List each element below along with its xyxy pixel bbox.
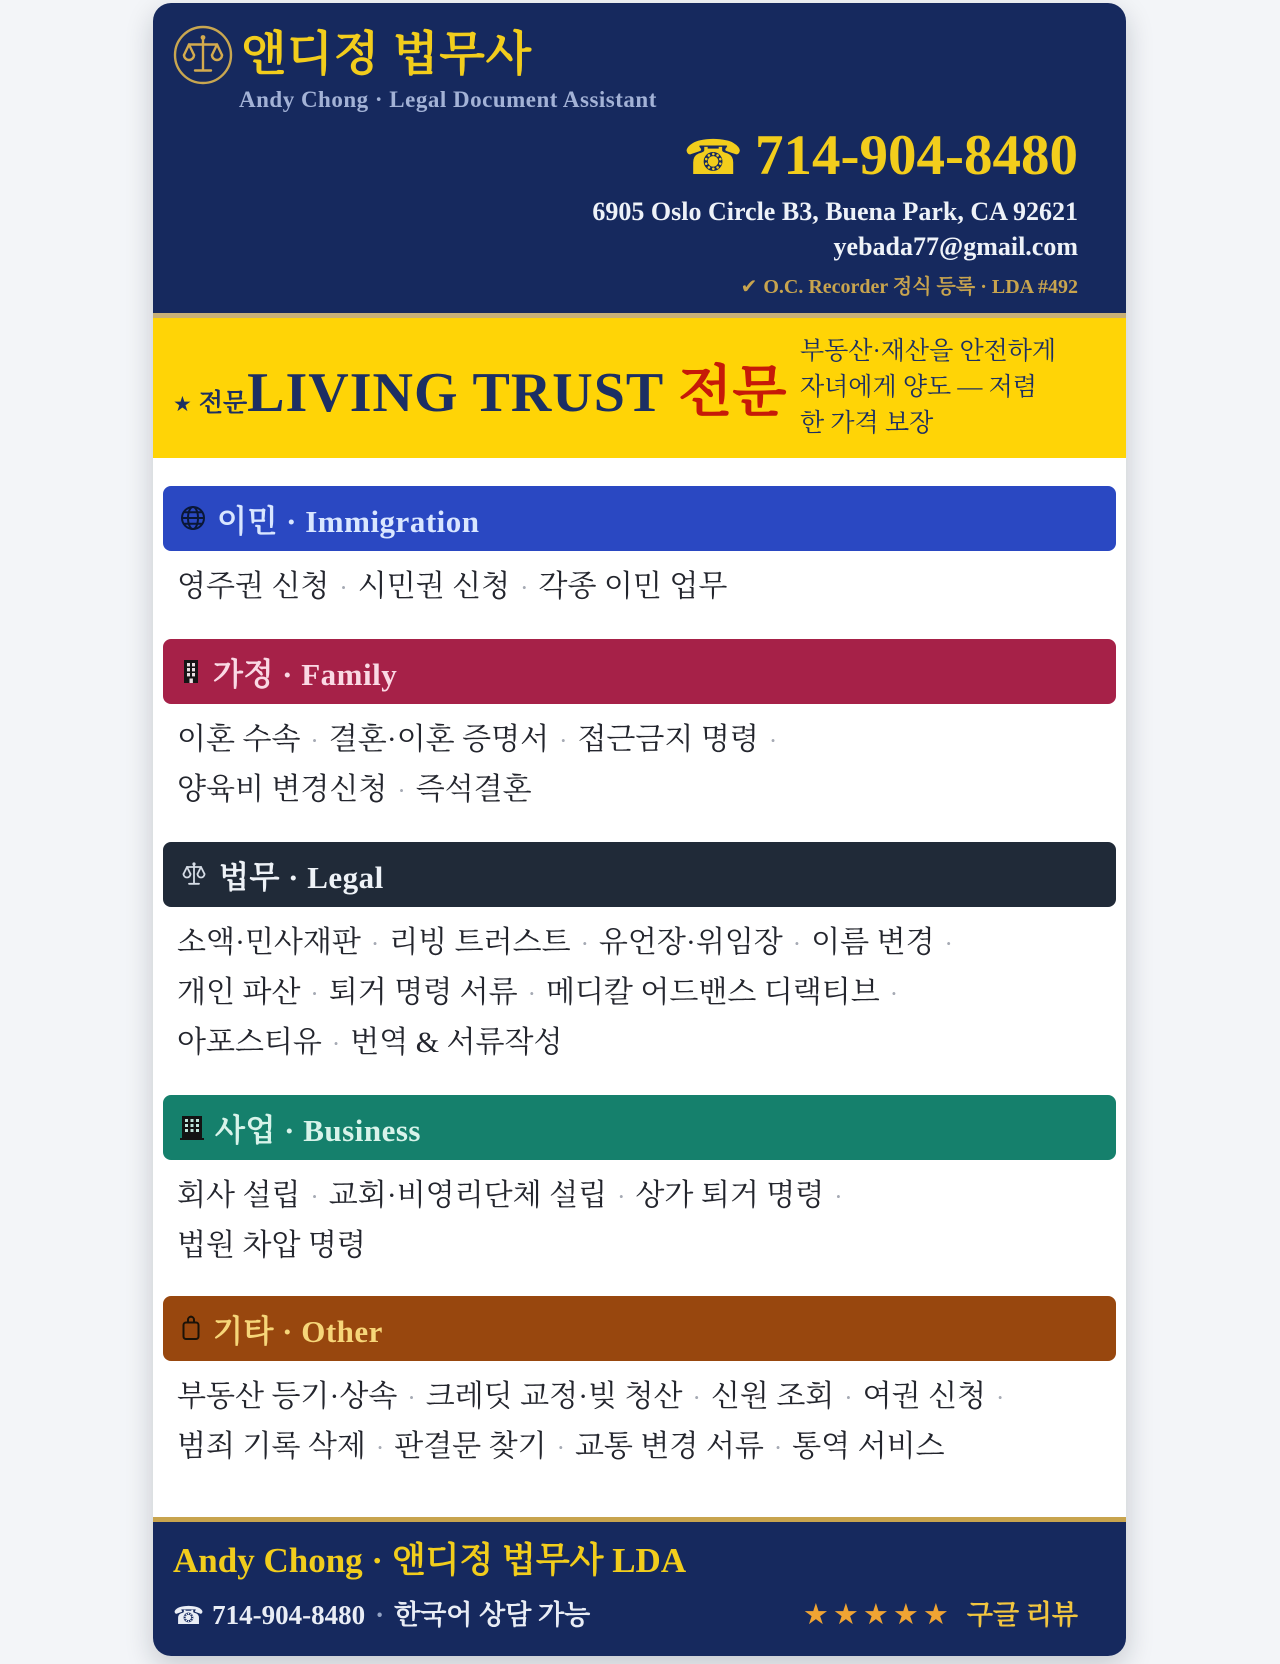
footer-note: 한국어 상담 가능 xyxy=(394,1600,591,1630)
item-separator: · xyxy=(834,1183,843,1211)
item-separator: · xyxy=(397,777,406,805)
service-section xyxy=(163,639,1116,832)
header xyxy=(153,3,1126,313)
section-header-bar xyxy=(163,842,1116,907)
service-line xyxy=(177,919,1096,969)
bag-icon xyxy=(179,1314,203,1342)
footer-separator: · xyxy=(375,1600,385,1630)
service-line xyxy=(177,1019,1096,1069)
service-item: 양육비 변경신청 xyxy=(177,772,388,806)
star-icon: ★ xyxy=(173,391,192,416)
flyer-card xyxy=(153,3,1126,1656)
section-items xyxy=(163,1361,1116,1489)
contact-block xyxy=(171,123,1078,299)
service-item: 이혼 수속 xyxy=(177,722,301,756)
banner-note-line: 한 가격 보장 xyxy=(800,409,934,437)
item-separator: · xyxy=(996,1384,1005,1412)
service-item: 퇴거 명령 서류 xyxy=(328,975,518,1009)
section-header-bar xyxy=(163,486,1116,551)
banner-note-line: 자녀에게 양도 — 저렴 xyxy=(800,373,1037,401)
section-items xyxy=(163,1160,1116,1286)
footer-row xyxy=(173,1593,1078,1632)
item-separator: · xyxy=(520,574,529,602)
section-items xyxy=(163,551,1116,629)
footer-phone-text: 714-904-8480 xyxy=(212,1600,366,1630)
email[interactable]: yebada77@gmail.com xyxy=(833,231,1078,261)
item-separator: · xyxy=(580,930,589,958)
item-separator: · xyxy=(310,980,319,1008)
service-item: 크레딧 교정·빚 청산 xyxy=(425,1379,683,1413)
banner-headline-group xyxy=(173,348,786,428)
service-item: 이름 변경 xyxy=(811,925,935,959)
service-line xyxy=(177,1172,1096,1222)
phone-icon: ☎ xyxy=(683,130,744,186)
service-item: 판결문 찾기 xyxy=(394,1429,547,1463)
service-line xyxy=(177,1373,1096,1423)
service-item: 개인 파산 xyxy=(177,975,301,1009)
service-item: 접근금지 명령 xyxy=(577,722,759,756)
google-review-link[interactable] xyxy=(803,1593,1078,1632)
item-separator: · xyxy=(556,1434,565,1462)
item-separator: · xyxy=(339,574,348,602)
living-trust-banner xyxy=(153,318,1126,458)
item-separator: · xyxy=(310,1183,319,1211)
banner-prefix: 전문 xyxy=(198,389,248,417)
item-separator: · xyxy=(773,1434,783,1462)
service-item: 회사 설립 xyxy=(177,1178,301,1212)
footer-title: Andy Chong · 앤디정 법무사 LDA xyxy=(173,1540,687,1580)
item-separator: · xyxy=(559,727,568,755)
section-header-bar xyxy=(163,1095,1116,1160)
office-icon xyxy=(179,1114,205,1140)
item-separator: · xyxy=(768,727,778,755)
building-icon xyxy=(179,657,203,685)
service-item: 신원 조회 xyxy=(710,1379,835,1413)
section-title: 사업 · Business xyxy=(215,1112,421,1148)
business-title: 앤디정 법무사 xyxy=(241,28,533,81)
logo-row xyxy=(171,23,1078,87)
service-line xyxy=(177,766,1096,816)
scales-icon xyxy=(179,861,209,887)
item-separator: · xyxy=(375,1434,385,1462)
service-item: 교회·비영리단체 설립 xyxy=(328,1178,608,1212)
service-item: 유언장·위임장 xyxy=(598,925,783,959)
footer-contact[interactable] xyxy=(173,1593,590,1632)
item-separator: · xyxy=(792,930,802,958)
service-item: 메디칼 어드밴스 디랙티브 xyxy=(545,975,880,1009)
service-item: 즉석결혼 xyxy=(415,772,532,806)
item-separator: · xyxy=(617,1183,626,1211)
service-item: 상가 퇴거 명령 xyxy=(635,1178,825,1212)
scales-of-justice-icon xyxy=(171,23,235,87)
service-item: 교통 변경 서류 xyxy=(574,1429,764,1463)
section-items xyxy=(163,907,1116,1085)
service-section xyxy=(163,486,1116,629)
phone-number[interactable] xyxy=(171,123,1078,189)
service-item: 시민권 신청 xyxy=(357,569,511,603)
registration-line xyxy=(171,270,1078,299)
review-label: 구글 리뷰 xyxy=(966,1600,1078,1630)
service-item: 번역 & 서류작성 xyxy=(350,1025,563,1059)
service-item: 부동산 등기·상속 xyxy=(177,1379,398,1413)
service-item: 여권 신청 xyxy=(862,1379,987,1413)
banner-note xyxy=(800,334,1078,442)
service-item: 결혼·이혼 증명서 xyxy=(328,722,550,756)
check-icon: ✔ xyxy=(740,273,758,298)
service-item: 각종 이민 업무 xyxy=(538,569,728,603)
service-line xyxy=(177,969,1096,1019)
item-separator: · xyxy=(692,1384,701,1412)
service-item: 법원 차압 명령 xyxy=(177,1228,366,1262)
item-separator: · xyxy=(889,980,899,1008)
section-header-bar xyxy=(163,639,1116,704)
section-title: 가정 · Family xyxy=(213,656,398,692)
service-item: 통역 서비스 xyxy=(792,1429,945,1463)
service-section xyxy=(163,1095,1116,1286)
footer xyxy=(153,1517,1126,1657)
service-item: 아포스티유 xyxy=(177,1025,322,1059)
service-line xyxy=(177,1423,1096,1473)
item-separator: · xyxy=(407,1384,416,1412)
service-line xyxy=(177,1222,1096,1270)
registration-text: O.C. Recorder 정식 등록 · LDA #492 xyxy=(763,275,1078,298)
services-list xyxy=(153,458,1126,1517)
section-title: 이민 · Immigration xyxy=(217,503,480,539)
item-separator: · xyxy=(310,727,319,755)
service-item: 범죄 기록 삭제 xyxy=(177,1429,366,1463)
service-line xyxy=(177,716,1096,766)
section-header-bar xyxy=(163,1296,1116,1361)
section-title: 기타 · Other xyxy=(213,1313,383,1349)
section-title: 법무 · Legal xyxy=(219,859,384,895)
item-separator: · xyxy=(527,980,536,1008)
globe-icon xyxy=(179,504,207,532)
business-subtitle: Andy Chong · Legal Document Assistant xyxy=(239,87,657,112)
banner-headline: LIVING TRUST xyxy=(247,361,665,424)
banner-headline-suffix: 전문 xyxy=(678,361,787,424)
phone-icon: ☎ xyxy=(173,1601,205,1630)
service-item: 영주권 신청 xyxy=(177,569,330,603)
phone-text: 714-904-8480 xyxy=(755,124,1078,187)
item-separator: · xyxy=(844,1384,853,1412)
service-item: 소액·민사재판 xyxy=(177,925,361,959)
item-separator: · xyxy=(370,930,380,958)
banner-note-line: 부동산·재산을 안전하게 xyxy=(800,337,1057,365)
service-section xyxy=(163,1296,1116,1489)
service-item: 리빙 트러스트 xyxy=(389,925,571,959)
five-stars-icon: ★★★★★ xyxy=(802,1597,953,1631)
service-section xyxy=(163,842,1116,1085)
item-separator: · xyxy=(944,930,953,958)
service-line xyxy=(177,563,1096,613)
section-items xyxy=(163,704,1116,832)
address: 6905 Oslo Circle B3, Buena Park, CA 92621 xyxy=(592,196,1078,226)
item-separator: · xyxy=(331,1030,341,1058)
